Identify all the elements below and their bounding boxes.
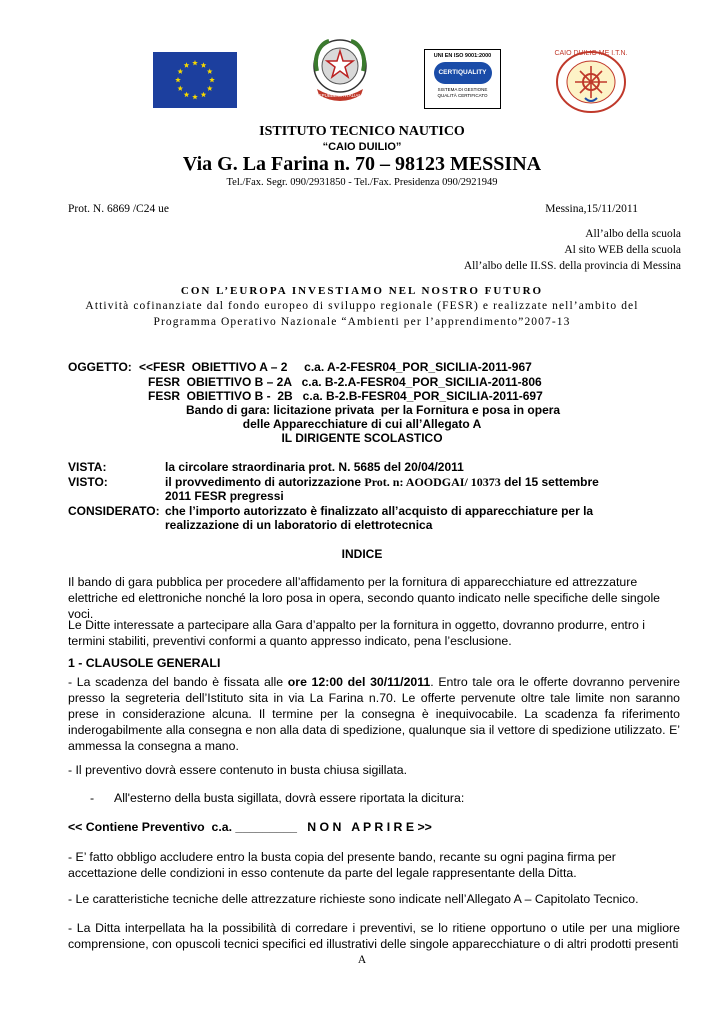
page-marker: A [357, 954, 367, 966]
oggetto-line-1: <<FESR OBIETTIVO A – 2 c.a. A-2-FESR04_POR_SICILIA-2011-967 [139, 360, 532, 374]
cert-system-text: SISTEMA DI GESTIONE QUALITÀ CERTIFICATO [437, 87, 488, 98]
recipient-line: All’albo della scuola [585, 228, 681, 240]
eu-star-icon [207, 86, 213, 91]
visto-text [165, 475, 599, 490]
dirigente-title: IL DIRIGENTE SCOLASTICO [281, 431, 443, 445]
certiquality-logo [424, 49, 501, 109]
europe-line-1: Attività cofinanziate dal fondo europeo di sviluppo regionale (FESR) e realizzate nell’ambito del [85, 300, 639, 312]
clause-2: - Il preventivo dovrà essere contenuto in busta chiusa sigillata. [68, 763, 408, 777]
indice-heading: INDICE [341, 547, 383, 561]
visto-text-a: il provvedimento di autorizzazione [165, 475, 365, 489]
eu-star-icon [177, 69, 183, 74]
eu-star-icon [207, 69, 213, 74]
eu-star-icon [184, 92, 190, 97]
oggetto-label: OGGETTO: [68, 360, 132, 374]
protocol-number: Prot. N. 6869 /C24 ue [68, 203, 169, 215]
clause-1 [68, 674, 680, 754]
visto-text-c: del 15 settembre [500, 475, 599, 489]
eu-star-icon [192, 60, 198, 65]
visto-prot: Prot. n: AOODGAI/ 10373 [364, 475, 501, 489]
school-address: Via G. La Farina n. 70 – 98123 MESSINA [182, 153, 542, 175]
visto-text-d: 2011 FESR pregressi [165, 489, 284, 503]
cert-standard-text: UNI EN ISO 9001:2000 [433, 53, 492, 59]
section-1-title: 1 - CLAUSOLE GENERALI [68, 656, 221, 670]
visto-label: VISTO: [68, 475, 108, 489]
bullet-dash: - [90, 791, 95, 805]
eu-star-icon [209, 77, 215, 82]
italian-republic-emblem [307, 33, 373, 107]
europe-line-2: Programma Operativo Nazionale “Ambienti per l’apprendimento”2007-13 [153, 316, 571, 328]
clause-1-c: . Entro tale ora le offerte dovranno pervenire presso la segreteria dell’Istituto sita in via La Farina n.70. Le offerte pervenute oltre tale limite non saranno prese in considerazione alcuna. Il termine per la consegna è inequivocabile. La scadenza fa riferimento inderogabilmente alla consegna e non alla data di spedizione, qualunque sia il vettore di spedizione utilizzato. E’ ammessa la consegna a mano. [68, 675, 680, 753]
dicitura-text: << Contiene Preventivo c.a. _________ N O N A P R I R E >> [68, 820, 432, 834]
oggetto-line-4: Bando di gara: licitazione privata per la Fornitura e posa in opera [186, 403, 561, 417]
vista-text: la circolare straordinaria prot. N. 5685 del 20/04/2011 [165, 460, 464, 474]
eu-star-icon [177, 86, 183, 91]
intro-paragraph-1: Il bando di gara pubblica per procedere all’affidamento per la fornitura di apparecchiature ed attrezzature elettriche ed elettroniche nonché la loro posa in opera, secondo quanto indicato nelle specifiche delle singole voci. [68, 575, 661, 621]
clause-1-a: - La scadenza del bando è fissata alle [68, 675, 288, 689]
cert-name-text: CERTIQUALITY [438, 69, 487, 76]
school-logo-text: CAIO DUILIO ME I.T.N. [554, 50, 628, 57]
considerato-text-2: realizzazione di un laboratorio di elettrotecnica [165, 518, 433, 532]
school-name: “CAIO DUILIO” [322, 141, 402, 153]
intro-paragraph-2: Le Ditte interessate a partecipare alla Gara d’appalto per la fornitura in oggetto, dovranno produrre, entro i termini stabiliti, preventivi conformi a quanto appresso indicato, pena l’esclusione. [68, 618, 645, 648]
oggetto-line-5: delle Apparecchiature di cui all’Allegato A [242, 417, 482, 431]
caio-duilio-school-logo [546, 42, 636, 118]
clause-3: - E’ fatto obbligo accludere entro la busta copia del presente bando, recante su ogni pagina firma per accettazione delle condizioni in esso contenute da parte del legale rappresentante della Ditta. [68, 850, 616, 880]
clause-4: - Le caratteristiche tecniche delle attrezzature richieste sono indicate nell’Allegato A – Capitolato Tecnico. [68, 892, 639, 906]
oggetto-line-2: FESR OBIETTIVO B – 2A c.a. B-2.A-FESR04_POR_SICILIA-2011-806 [148, 375, 542, 389]
eu-stars-icon [153, 52, 237, 108]
eu-star-icon [201, 62, 207, 67]
emblem-icon [307, 33, 373, 107]
recipient-line: Al sito WEB della scuola [564, 244, 681, 256]
school-type: ISTITUTO TECNICO NAUTICO [259, 124, 465, 139]
clause-1-deadline: ore 12:00 del 30/11/2011 [287, 675, 431, 689]
oggetto-line-3: FESR OBIETTIVO B - 2B c.a. B-2.B-FESR04_POR_SICILIA-2011-697 [148, 389, 543, 403]
vista-label: VISTA: [68, 460, 107, 474]
school-crest-icon [546, 42, 636, 118]
considerato-text-1: che l’importo autorizzato è finalizzato all’acquisto di apparecchiature per la [165, 504, 594, 518]
recipients-block [464, 226, 681, 274]
europe-motto: CON L’EUROPA INVESTIAMO NEL NOSTRO FUTURO [180, 285, 544, 297]
bullet-text: All'esterno della busta sigillata, dovrà essere riportata la dicitura: [114, 791, 465, 805]
eu-star-icon [192, 94, 198, 99]
cert-badge [434, 62, 492, 84]
school-contacts: Tel./Fax. Segr. 090/2931850 - Tel./Fax. Presidenza 090/2921949 [226, 177, 498, 188]
eu-flag-logo [153, 52, 237, 108]
eu-star-icon [175, 77, 181, 82]
eu-star-icon [201, 92, 207, 97]
recipient-line: All’albo delle II.SS. della provincia di Messina [463, 260, 681, 272]
place-date: Messina,15/11/2011 [545, 203, 638, 215]
considerato-label: CONSIDERATO: [68, 504, 160, 518]
clause-5: - La Ditta interpellata ha la possibilità di corredare i preventivi, se lo ritiene opportuno o utile per una migliore comprensione, con opuscoli tecnici specifici ed illustrativi delle singole apparecchiature o di altri prodotti presenti [68, 921, 680, 951]
eu-star-icon [184, 62, 190, 67]
emblem-ribbon-text: REPUBBLICA ITALIANA [315, 93, 365, 98]
